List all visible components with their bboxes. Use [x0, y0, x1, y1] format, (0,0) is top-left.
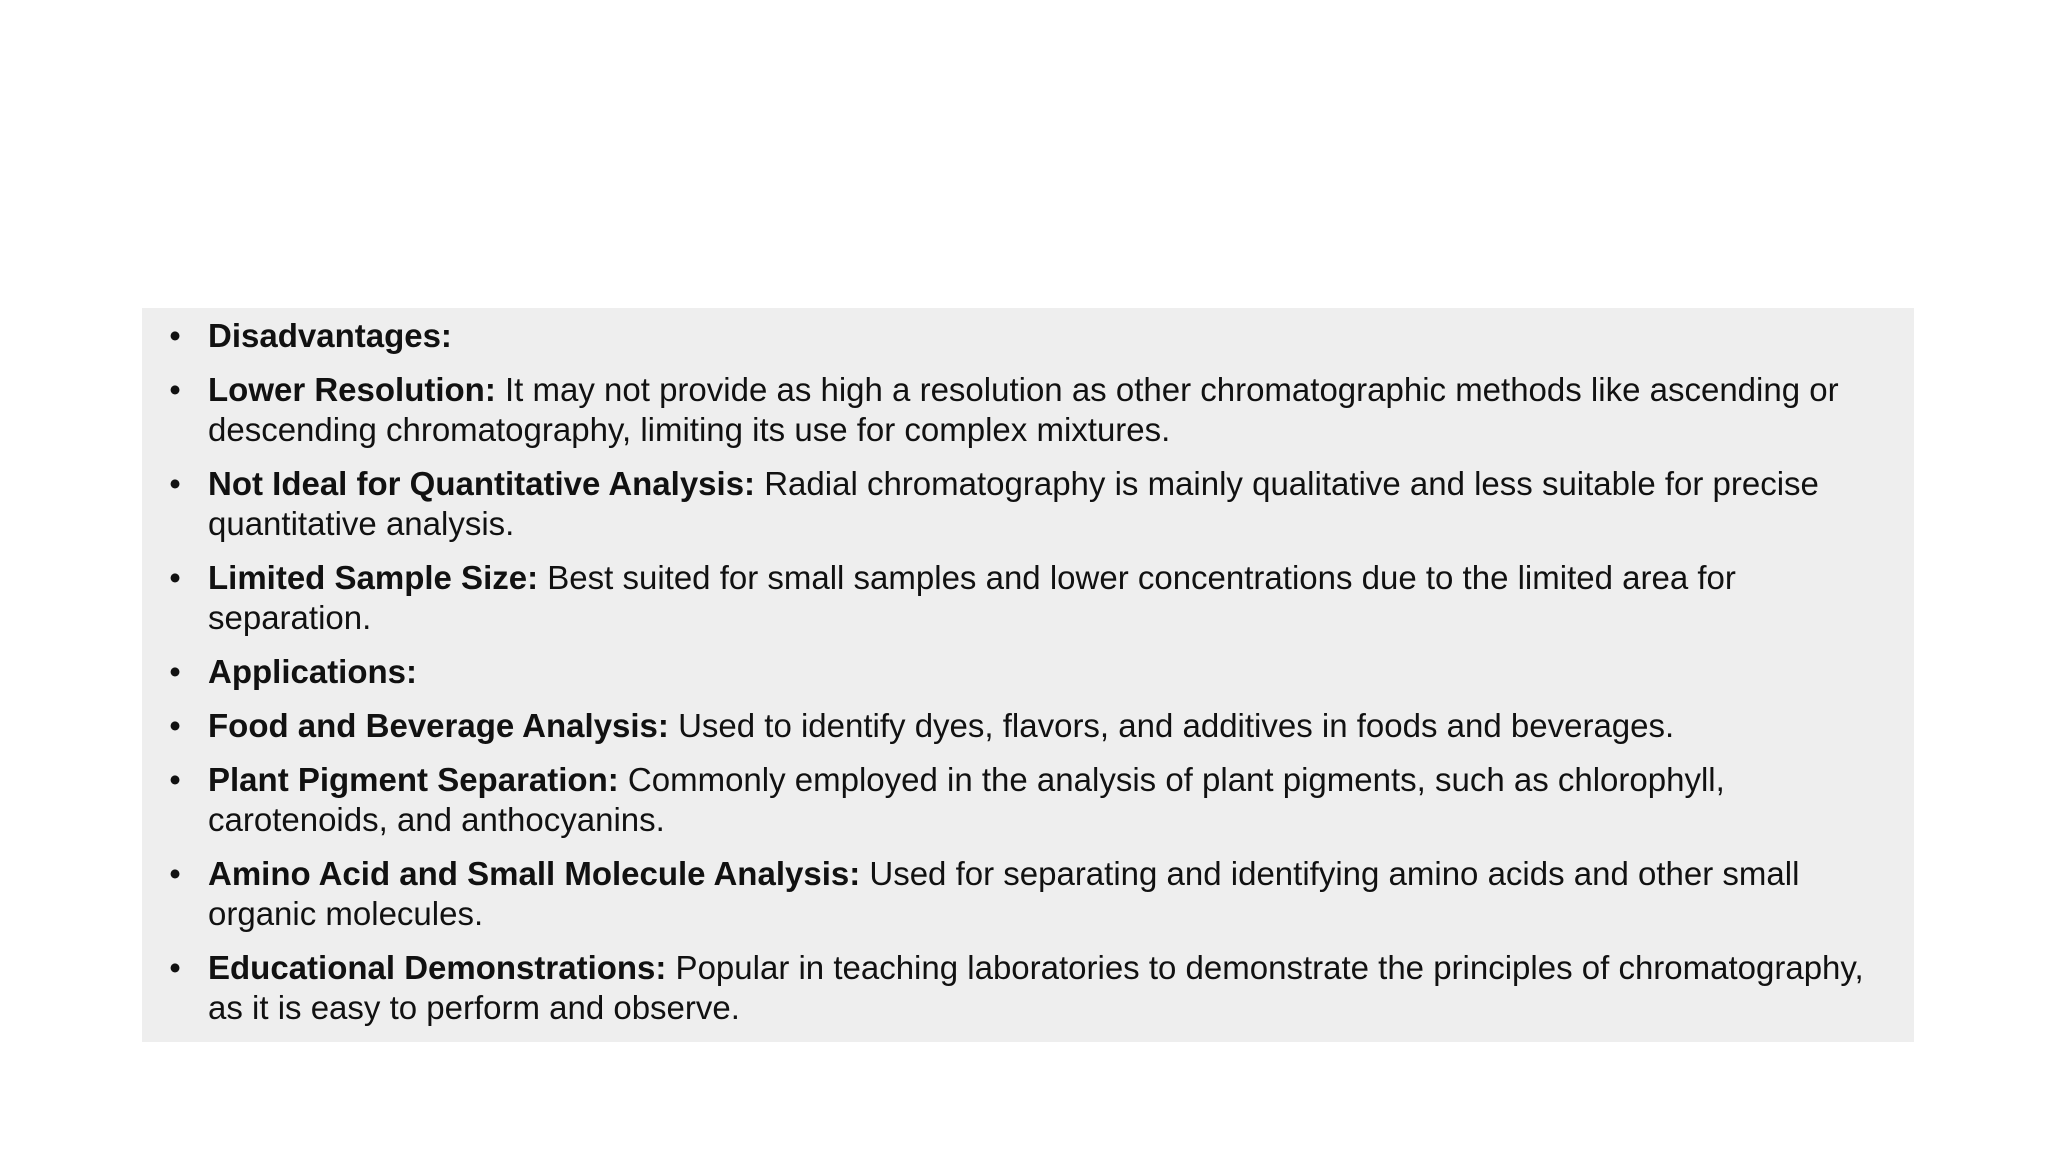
list-item: [160, 652, 1884, 692]
item-heading: Lower Resolution:: [208, 371, 496, 408]
item-text: It may not provide as high a resolution as other chromatographic methods like ascending or descending chromatography, limiting its use for complex mixtures.: [208, 371, 1839, 448]
bullet-icon: •: [169, 949, 181, 986]
list-item: [160, 948, 1884, 1028]
item-text: Used for separating and identifying amino acids and other small organic molecules.: [208, 855, 1800, 932]
item-heading: Plant Pigment Separation:: [208, 761, 619, 798]
bullet-icon: •: [169, 653, 181, 690]
list-item: [160, 370, 1884, 450]
item-heading: Limited Sample Size:: [208, 559, 539, 596]
content-box: [142, 308, 1914, 1042]
list-item: [160, 464, 1884, 544]
item-heading: Amino Acid and Small Molecule Analysis:: [208, 855, 861, 892]
item-heading: Applications:: [208, 653, 418, 690]
bullet-icon: •: [169, 371, 181, 408]
list-item: [160, 316, 1884, 356]
list-item: [160, 760, 1884, 840]
list-item: [160, 854, 1884, 934]
item-heading: Food and Beverage Analysis:: [208, 707, 669, 744]
bullet-icon: •: [169, 707, 181, 744]
list-item: [160, 558, 1884, 638]
item-text: Best suited for small samples and lower concentrations due to the limited area for separation.: [208, 559, 1736, 636]
item-heading: Not Ideal for Quantitative Analysis:: [208, 465, 756, 502]
bullet-list: [160, 316, 1884, 1028]
item-text: Used to identify dyes, flavors, and additives in foods and beverages.: [668, 707, 1675, 744]
bullet-icon: •: [169, 761, 181, 798]
bullet-icon: •: [169, 559, 181, 596]
bullet-icon: •: [169, 465, 181, 502]
item-heading: Educational Demonstrations:: [208, 949, 667, 986]
list-item: [160, 706, 1884, 746]
item-heading: Disadvantages:: [208, 317, 452, 354]
item-text: Commonly employed in the analysis of plant pigments, such as chlorophyll, carotenoids, and anthocyanins.: [208, 761, 1725, 838]
item-text: Radial chromatography is mainly qualitative and less suitable for precise quantitative analysis.: [208, 465, 1819, 542]
bullet-icon: •: [169, 855, 181, 892]
item-text: Popular in teaching laboratories to demonstrate the principles of chromatography, as it is easy to perform and observe.: [208, 949, 1864, 1026]
bullet-icon: •: [169, 317, 181, 354]
